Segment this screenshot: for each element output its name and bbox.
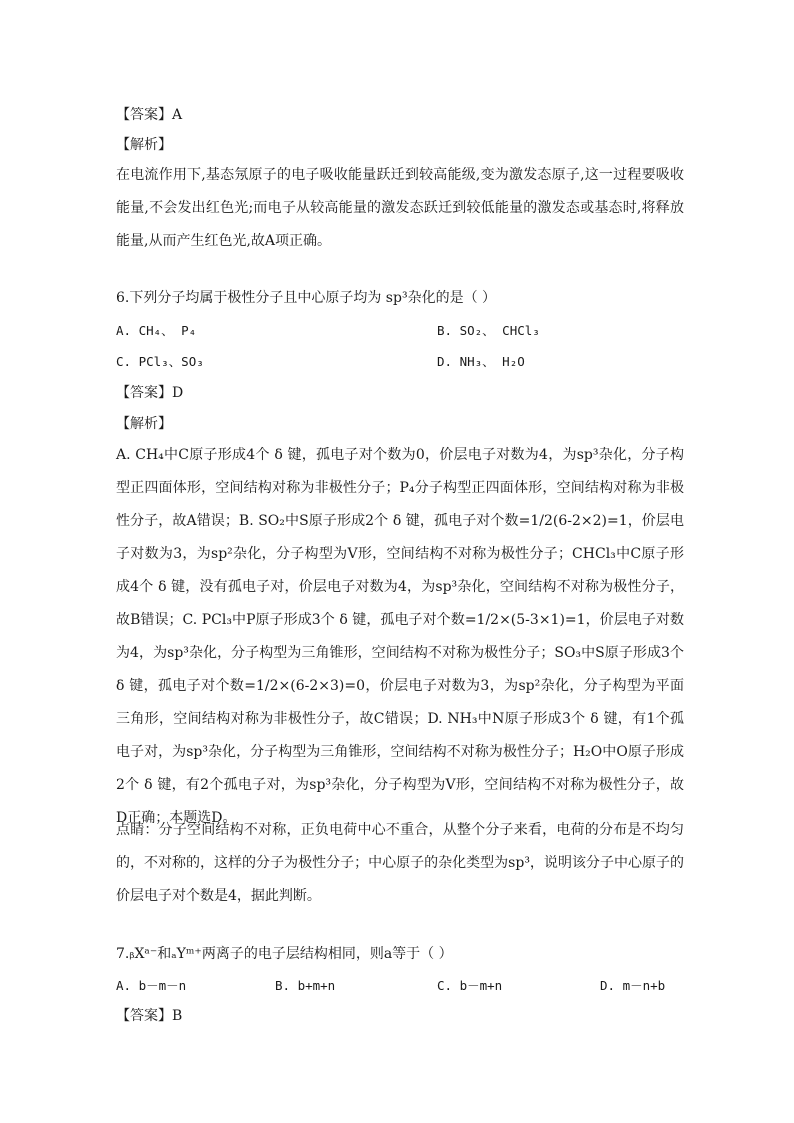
- q7-question: 7.ᵦXᵃ⁻和ₐYᵐ⁺两离子的电子层结构相同，则a等于（ ）: [116, 946, 453, 962]
- q7-option-d: D. m－n+b: [600, 978, 666, 993]
- q7-option-b: B. b+m+n: [275, 978, 336, 993]
- q7-answer: 【答案】B: [116, 1008, 183, 1024]
- q6-analysis-text: A. CH₄中C原子形成4个 δ 键，孤电子对个数为0，价层电子对数为4，为sp³杂化，分子构型正四面体形，空间结构对称为非极性分子；P₄分子构型正四面体形，空间结构对称为非极性分子，故A错误；B. SO₂中S原子形成2个 δ 键，孤电子对个数=1/2(6-2×2)=1，价层电子对数为3，为sp²杂化，分子构型为V形，空间结构不对称为极性分子；CHCl₃中C原子形成4个 δ 键，没有孤电子对，价层电子对数为4，为sp³杂化，空间结构不对称为极性分子，故B错误；C. PCl₃中P原子形成3个 δ 键，孤电子对个数=1/2×(5-3×1)=1，价层电子对数为4，为sp³杂化，分子构型为三角锥形，空间结构不对称为极性分子；SO₃中S原子形成3个 δ 键，孤电子对个数=1/2×(6-2×3)=0，价层电子对数为3，为sp²杂化，分子构型为平面三角形，空间结构对称为非极性分子，故C错误；D. NH₃中N原子形成3个 δ 键，有1个孤电子对，为sp³杂化，分子构型为三角锥形，空间结构不对称为极性分子；H₂O中O原子形成2个 δ 键，有2个孤电子对，为sp³杂化，分子构型为V形，空间结构不对称为极性分子，故D正确；本题选D。: [116, 447, 684, 826]
- q6-analysis-label: 【解析】: [116, 416, 172, 432]
- q6-option-b: B. SO₂、 CHCl₃: [437, 323, 540, 338]
- q6-option-a: A. CH₄、 P₄: [116, 323, 197, 338]
- q5-analysis-label: 【解析】: [116, 137, 172, 153]
- q6-option-d: D. NH₃、 H₂O: [437, 354, 525, 369]
- q6-note: 点睛：分子空间结构不对称，正负电荷中心不重合，从整个分子来看，电荷的分布是不均匀的，不对称的，这样的分子为极性分子；中心原子的杂化类型为sp³，说明该分子中心原子的价层电子对个数是4，据此判断。: [116, 822, 684, 904]
- q5-analysis-text: 在电流作用下,基态氖原子的电子吸收能量跃迁到较高能级,变为激发态原子,这一过程要吸收能量,不会发出红色光;而电子从较高能量的激发态跃迁到较低能量的激发态或基态时,将释放能量,从而产生红色光,故A项正确。: [116, 167, 684, 249]
- q6-question: 6.下列分子均属于极性分子且中心原子均为 sp³杂化的是（ ）: [116, 290, 497, 306]
- q7-option-a: A. b－m－n: [116, 978, 187, 993]
- q5-answer: 【答案】A: [116, 107, 183, 123]
- q7-option-c: C. b－m+n: [437, 978, 503, 993]
- q6-answer: 【答案】D: [116, 385, 184, 401]
- q6-option-c: C. PCl₃、SO₃: [116, 354, 204, 369]
